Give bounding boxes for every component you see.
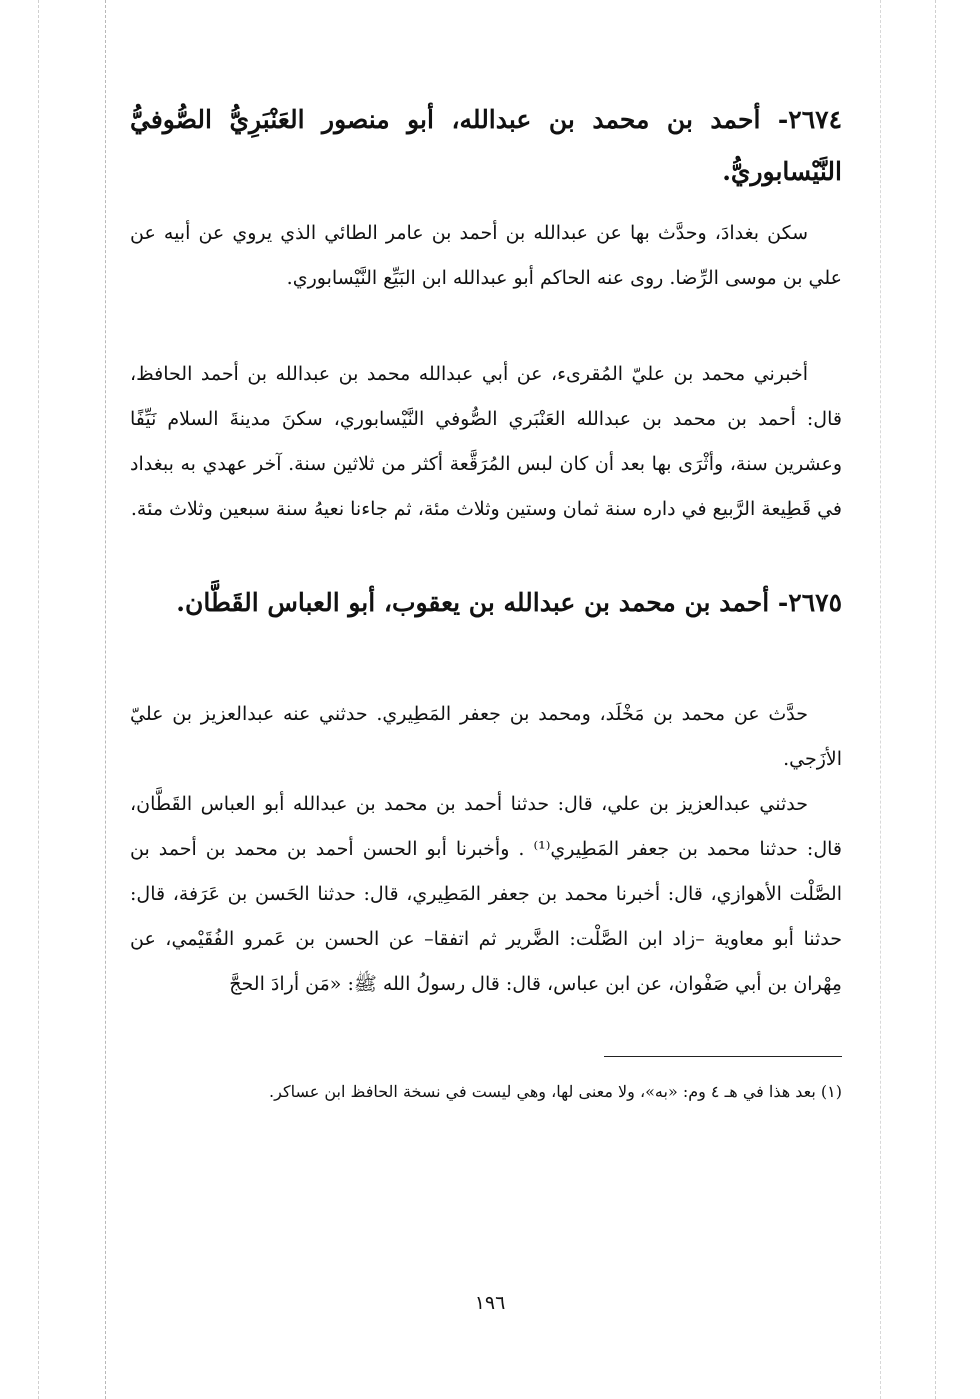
entry-2675-paragraph-2: حدثني عبدالعزيز بن علي، قال: حدثنا أحمد بن محمد بن عبدالله أبو العباس القَطَّان، قال: حدثنا محمد بن جعفر المَطِيري⁽¹⁾ . وأخبرنا أبو الحسن أحمد بن محمد بن أحمد بن الصَّلْت الأهوازي، قال: أخبرنا محمد بن جعفر المَطِيري، قال: حدثنا الحَسن بن عَرَفة، قال: حدثنا أبو معاوية –زاد ابن الصَّلْت: الضَّرير ثم اتفقا– عن الحسن بن عَمرو الفُقَيْمي، عن مِهْران بن أبي صَفْوان، عن ابن عباس، قال: قال رسولُ الله ﷺ: «مَن أرادَ الحجَّ — [130, 793, 842, 995]
entry-2674-paragraph-2: أخبرني محمد بن عليّ المُقرىء، عن أبي عبدالله محمد بن عبدالله بن أحمد الحافظ، قال: أحمد بن محمد بن عبدالله العَنْبَري الصُّوفي النَّيْسابوري، سكنَ مدينةَ السلام نَيِّفًا وعشرين سنة، وأثْرَى بها بعد أن كان لبس المُرَقَّعة أكثر من ثلاثين سنة. آخر عهدي به ببغداد في قَطِيعة الرَّبيع في داره سنة ثمان وستين وثلاث مئة، ثم جاءنا نعيهُ سنة سبعين وثلاث مئة. — [130, 363, 842, 520]
scan-margin-line — [105, 0, 106, 1399]
footnote: (١) بعد هذا في هـ ٤ وم: «به»، ولا معنى لها، وهي ليست في نسخة الحافظ ابن عساكر. — [269, 1082, 842, 1101]
scan-margin-line — [38, 0, 39, 1399]
entry-2675-heading: ٢٦٧٥- أحمد بن محمد بن عبدالله بن يعقوب، أبو العباس القَطَّان. — [176, 588, 842, 617]
entry-2674-heading: ٢٦٧٤- أحمد بن محمد بن عبدالله، أبو منصور العَنْبَرِيُّ الصُّوفيُّ النَّيْسابوريُّ. — [130, 105, 842, 186]
page-number: ١٩٦ — [474, 1292, 506, 1314]
footnote-separator — [604, 1056, 842, 1057]
scan-margin-line — [880, 0, 881, 1399]
scan-margin-line — [935, 0, 936, 1399]
entry-2675-paragraph-1: حدَّث عن محمد بن مَخْلَد، ومحمد بن جعفر المَطِيري. حدثني عنه عبدالعزيز بن عليّ الأزَجي. — [130, 703, 842, 770]
entry-2674-paragraph-1: سكن بغدادَ، وحدَّث بها عن عبدالله بن أحمد بن عامر الطائي الذي يروي عن أبيه عن علي بن موسى الرِّضا. روى عنه الحاكم أبو عبدالله ابن البَيِّع النَّيْسابوري. — [130, 222, 842, 289]
